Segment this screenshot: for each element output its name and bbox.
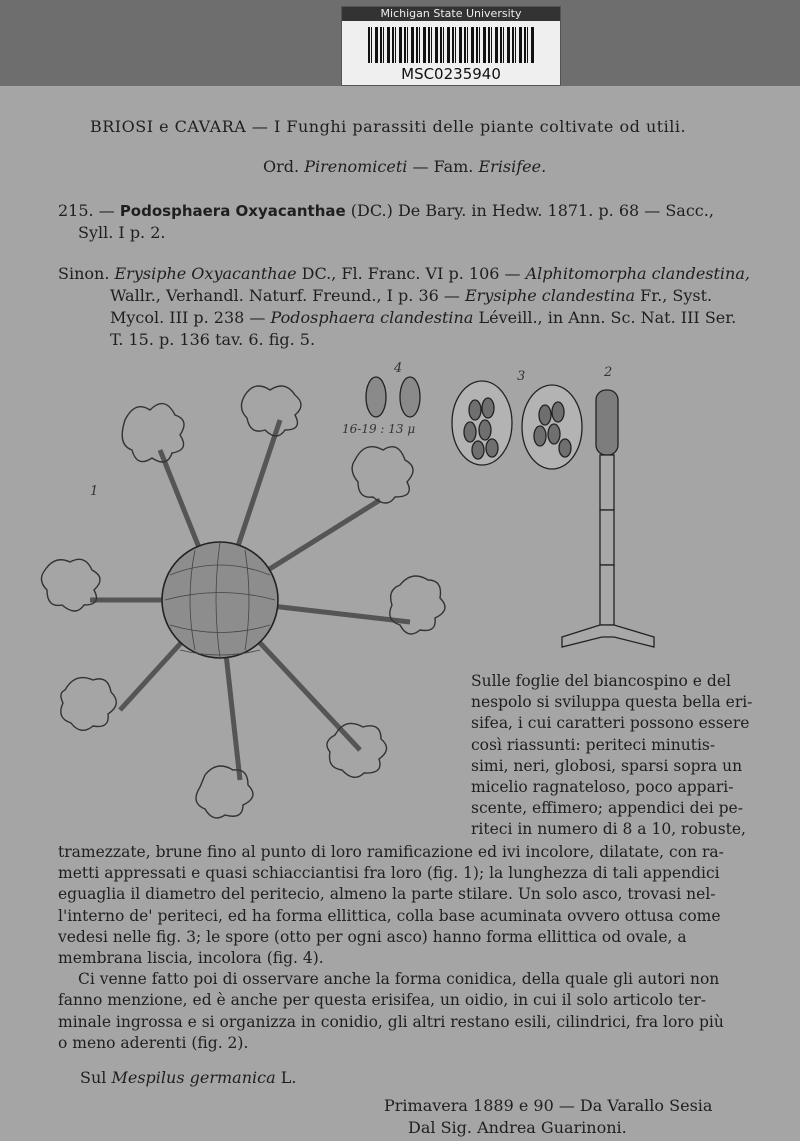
synonyms-prefix: Sinon. xyxy=(58,264,110,283)
description-line: così riassunti: periteci minutis- xyxy=(471,735,716,754)
description-line: minale ingrossa e si organizza in conidio, gli altri restano esili, cilindrici, fra loro più xyxy=(58,1012,724,1031)
synonyms-line-3 xyxy=(110,308,736,327)
synonym-reference: Mycol. III p. 238 — xyxy=(110,308,266,327)
habitat-prefix: Sul xyxy=(80,1068,107,1087)
synonym-reference: Wallr., Verhandl. Naturf. Freund., I p. 36 — xyxy=(110,286,460,305)
barcode-label xyxy=(341,6,561,86)
synonym-reference: DC., Fl. Franc. VI p. 106 — xyxy=(301,264,521,283)
synonym-name: Podosphaera clandestina xyxy=(270,308,474,327)
family-name: Erisifee. xyxy=(478,157,547,176)
habitat-line xyxy=(80,1068,296,1087)
page-header: BRIOSI e CAVARA — I Funghi parassiti delle piante coltivate od utili. xyxy=(90,117,687,136)
spore-measurement: 16-19 : 13 μ xyxy=(342,422,416,436)
description-line: o meno aderenti (fig. 2). xyxy=(58,1033,249,1052)
family-prefix: — Fam. xyxy=(412,157,474,176)
synonym-name: Erysiphe Oxyacanthae xyxy=(114,264,297,283)
species-line xyxy=(58,201,714,220)
description-line: sifea, i cui caratteri possono essere xyxy=(471,714,750,733)
taxonomy-order-line xyxy=(263,157,546,176)
description-line: fanno menzione, ed è anche per questa erisifea, un oidio, in cui il solo articolo ter- xyxy=(58,991,707,1010)
description-line: scente, effimero; appendici dei pe- xyxy=(471,799,743,818)
description-line: riteci in numero di 8 a 10, robuste, xyxy=(471,820,746,839)
synonym-reference: Fr., Syst. xyxy=(640,286,713,305)
figure-label-3: 3 xyxy=(517,369,526,384)
description-line: eguaglia il diametro del peritecio, almeno la parte stilare. Un solo asco, trovasi nel- xyxy=(58,885,716,904)
institution-name: Michigan State University xyxy=(342,7,560,21)
species-line-2: Syll. I p. 2. xyxy=(78,223,166,242)
figure-label-4: 4 xyxy=(394,361,403,376)
host-authority: L. xyxy=(280,1068,297,1087)
synonyms-line-1 xyxy=(58,264,750,283)
description-line: tramezzate, brune fino al punto di loro ramificazione ed ivi incolore, dilatate, con ra- xyxy=(58,843,724,861)
description-line: micelio ragnateloso, poco appari- xyxy=(471,778,734,796)
description-line: membrana liscia, incolora (fig. 4). xyxy=(58,949,324,967)
description-line: metti appressati e quasi schiacciantisi fra loro (fig. 1); la lunghezza di tali appendici xyxy=(58,864,720,883)
spores-figure xyxy=(366,377,420,417)
synonym-name: Erysiphe clandestina xyxy=(465,286,636,305)
description-line: nespolo si sviluppa questa bella eri- xyxy=(471,693,753,712)
perithecium-figure xyxy=(41,386,445,818)
description-line: vedesi nelle fig. 3; le spore (otto per ogni asco) hanno forma ellittica od ovale, a xyxy=(58,927,687,946)
species-authority: (DC.) De Bary. in Hedw. 1871. p. 68 — Sacc., xyxy=(350,201,714,220)
collection-date-locality: Primavera 1889 e 90 — Da Varallo Sesia xyxy=(384,1096,713,1115)
synonym-name: Alphitomorpha clandestina, xyxy=(525,264,750,283)
species-number: 215. — xyxy=(58,201,115,220)
description-line: Ci venne fatto poi di osservare anche la forma conidica, della quale gli autori non xyxy=(78,970,720,989)
species-name: Podosphaera Oxyacanthae xyxy=(119,202,346,220)
collector: Dal Sig. Andrea Guarinoni. xyxy=(408,1118,627,1137)
asci-figure xyxy=(452,381,582,469)
order-name: Pirenomiceti xyxy=(304,157,408,176)
figure-label-1: 1 xyxy=(90,484,99,499)
host-species: Mespilus germanica xyxy=(111,1068,276,1087)
description-line: l'interno de' periteci, ed ha forma ellittica, colla base acuminata ovvero ottusa come xyxy=(58,906,721,925)
catalog-number: MSC0235940 xyxy=(401,65,501,83)
description-line: simi, neri, globosi, sparsi sopra un xyxy=(471,756,743,775)
barcode-icon xyxy=(368,27,534,63)
figure-label-2: 2 xyxy=(604,365,613,380)
description-line: Sulle foglie del biancospino e del xyxy=(471,672,731,690)
synonyms-line-4: T. 15. p. 136 tav. 6. fig. 5. xyxy=(110,330,316,349)
order-prefix: Ord. xyxy=(263,157,300,176)
synonyms-line-2 xyxy=(110,286,712,305)
synonym-reference: Léveill., in Ann. Sc. Nat. III Ser. xyxy=(478,308,737,327)
